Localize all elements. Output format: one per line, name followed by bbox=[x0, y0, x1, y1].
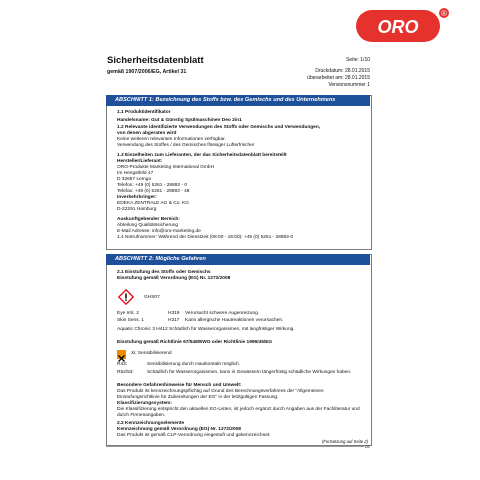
xn-hazard-icon bbox=[117, 350, 126, 359]
r52-text: Schädlich für Wasserorganismen, kann in Gewässern längerfristig schädliche Wirkungen haben. bbox=[147, 370, 352, 375]
hazard-text-h317: Kann allergische Hautreaktionen verursachen. bbox=[185, 318, 284, 323]
page-number: Seite: 1/10 bbox=[346, 57, 370, 63]
hazard-class-eye: Eye Irrit. 2 bbox=[117, 311, 139, 316]
usage: Verwendung des Stoffes / des Gemisches flüssiger Lufterfrischer bbox=[117, 143, 255, 148]
distributor-name: EDEKA ZENTRALE AG & Co. KG bbox=[117, 201, 189, 206]
continued-note: (Fortsetzung auf Seite 2) bbox=[321, 439, 368, 444]
info-dept: Abteilung Qualitätssicherung bbox=[117, 223, 179, 228]
ghs-code: GHS07 bbox=[144, 295, 160, 300]
xi-sensitizing: Xi; Sensibilisierend bbox=[131, 351, 172, 356]
document-title: Sicherheitsdatenblatt bbox=[107, 55, 204, 66]
hazard-text-h319: Verursacht schwere Augenreizung. bbox=[185, 311, 260, 316]
print-date: Druckdatum: 28.01.2015 bbox=[315, 68, 370, 74]
hazard-code-h317: H317 bbox=[168, 318, 180, 323]
distributor-label: Inverkehrbringer: bbox=[117, 195, 157, 200]
oro-logo bbox=[354, 6, 450, 46]
section-1-heading: ABSCHNITT 1: Bezeichnung des Stoffs bzw. des Gemischs und des Unternehmens bbox=[106, 95, 370, 106]
footer-divider bbox=[106, 446, 364, 447]
company-fax: Telefax: +49 (0) 5261 - 28893 - 48 bbox=[117, 189, 190, 194]
label-elements-heading: 2.2 Kennzeichnungselemente bbox=[117, 421, 185, 426]
svg-text:®: ® bbox=[441, 9, 447, 18]
revision-date: überarbeitet am: 28.01.2015 bbox=[307, 75, 370, 81]
directive-classification: Einstufung gemäß Richtlinie 67/548/EWG oder Richtlinie 1999/45/EG bbox=[117, 340, 273, 345]
r43-text: Sensibilisierung durch Hautkontakt möglich. bbox=[147, 362, 241, 367]
special-hazards-text: Das Produkt ist kennzeichnungspflichtig auf Grund des Berechnungsverfahrens der "Allgemeinen Einstufungsrichtlinie für Zubereitungen der EG" in der letztgültigen Fassung. bbox=[117, 389, 324, 400]
company-street: Im Hengstfeld 47 bbox=[117, 171, 154, 176]
supplier-heading: 1.3 Einzelheiten zum Lieferanten, der das Sicherheitsdatenblatt bereitstellt bbox=[117, 153, 287, 158]
emergency-number: 1.4 Notrufnummer: Während der Dienstzeit (08:00 - 16:00): +49 (0) 5261 - 28893-0 bbox=[117, 235, 294, 240]
product-identifier-label: 1.1 Produktidentifikator bbox=[117, 110, 171, 115]
r43-code: R43: bbox=[117, 362, 128, 367]
manufacturer-label: Hersteller/Lieferant: bbox=[117, 159, 163, 164]
classification-system-label: Klassifizierungssystem: bbox=[117, 401, 172, 406]
document-subtitle: gemäß 1907/2006/EG, Artikel 31 bbox=[107, 69, 187, 75]
hazard-aquatic: Aquatic Chronic 3 H412 Schädlich für Wasserorganismen, mit langfristiger Wirkung. bbox=[117, 327, 295, 332]
company-name: ORO-Produkte Marketing International GmbH bbox=[117, 165, 215, 170]
page-code: DE bbox=[364, 445, 370, 449]
company-phone: Telefon: +49 (0) 5261 - 28893 - 0 bbox=[117, 183, 188, 188]
classification-system-text: Die Klassifizierung entspricht den aktuellen EG-Listen, ist jedoch ergänzt durch Angaben aus der Fachliteratur und durch Firmenangaben. bbox=[117, 407, 360, 418]
uses-heading: 1.2 Relevante identifizierte Verwendungen des Stoffs oder Gemischs und Verwendungen, bbox=[117, 125, 321, 130]
trade-name: Handelsname: Gut & Günstig Spülmaschinen Deo 2in1 bbox=[117, 118, 242, 123]
special-hazards-label: Besondere Gefahrenhinweise für Mensch und Umwelt: bbox=[117, 383, 242, 388]
svg-text:ORO: ORO bbox=[377, 17, 419, 37]
contact-email[interactable]: E-Mail Adresse: info@oro-marketing.de bbox=[117, 229, 201, 234]
uses-heading-cont: von denen abgeraten wird bbox=[117, 131, 177, 136]
label-regulation: Kennzeichnung gemäß Verordnung (EG) Nr. 1272/2008 bbox=[117, 427, 241, 432]
exclamation-hazard-icon bbox=[118, 289, 134, 305]
section-2-heading: ABSCHNITT 2: Mögliche Gefahren bbox=[106, 254, 370, 265]
distributor-city: D-22291 Hamburg bbox=[117, 207, 157, 212]
version-number: Versionsnummer 1 bbox=[328, 82, 370, 88]
info-dept-label: Auskunftgebender Bereich: bbox=[117, 217, 180, 222]
hazard-code-h319: H319 bbox=[168, 311, 180, 316]
classification-regulation: Einstufung gemäß Verordnung (EG) Nr. 1272/2008 bbox=[117, 276, 231, 281]
hazard-class-skin: Skin Sens. 1 bbox=[117, 318, 144, 323]
company-city: D 32657 Lemgo bbox=[117, 177, 152, 182]
classification-heading: 2.1 Einstufung des Stoffs oder Gemischs bbox=[117, 270, 211, 275]
r52-code: R52/53: bbox=[117, 370, 134, 375]
uses-info: Keine weiteren relevanten Informationen verfügbar. bbox=[117, 137, 226, 142]
label-clp-text: Das Produkt ist gemäß CLP-Verordnung eingestuft und gekennzeichnet. bbox=[117, 433, 271, 438]
